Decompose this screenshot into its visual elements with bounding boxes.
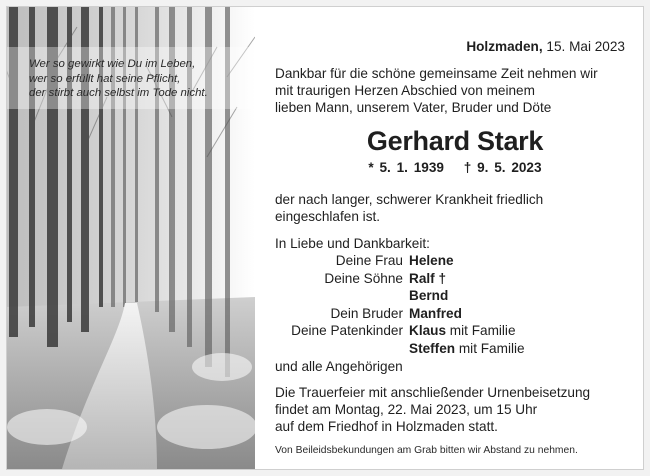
death-date: † 9. 5. 2023 xyxy=(463,160,542,175)
deceased-name: Gerhard Stark xyxy=(366,126,544,156)
relation: Deine Patenkinder xyxy=(291,323,403,339)
condolence-note: Von Beileidsbekundungen am Grab bitten wir Abstand zu nehmen. xyxy=(275,445,578,456)
poem-line: wer so erfüllt hat seine Pflicht, xyxy=(29,72,181,85)
birth-date: * 5. 1. 1939 xyxy=(368,160,444,175)
mourner-name: Steffen xyxy=(409,340,456,356)
mourner-row xyxy=(275,270,635,288)
mourner-name: Bernd xyxy=(409,288,449,304)
passing-line: eingeschlafen ist. xyxy=(275,209,381,225)
mourner-suffix: mit Familie xyxy=(446,323,516,339)
relation: Dein Bruder xyxy=(330,305,403,321)
forest-path-photo xyxy=(7,7,255,469)
mourner-row xyxy=(275,252,635,270)
thanks-line: In Liebe und Dankbarkeit: xyxy=(275,236,430,251)
intro-line: Dankbar für die schöne gemeinsame Zeit nehmen wir xyxy=(275,66,598,81)
relation: Deine Söhne xyxy=(324,270,403,286)
passing-paragraph xyxy=(275,191,635,225)
service-line: Die Trauerfeier mit anschließender Urnenbeisetzung xyxy=(275,385,591,400)
mourner-suffix: mit Familie xyxy=(455,340,525,356)
place: Holzmaden, xyxy=(466,39,543,54)
poem-line: der stirbt auch selbst im Tode nicht. xyxy=(29,87,208,99)
mourner-name: Klaus xyxy=(409,323,447,339)
mourner-row xyxy=(275,322,635,340)
intro-line: lieben Mann, unserem Vater, Bruder und Döte xyxy=(275,100,552,116)
obituary-card xyxy=(6,6,644,470)
intro-line: mit traurigen Herzen Abschied von meinem xyxy=(275,83,535,99)
mourner-row xyxy=(275,287,635,305)
intro-paragraph xyxy=(275,65,635,117)
relation: Deine Frau xyxy=(335,253,403,268)
mourner-name: Manfred xyxy=(409,305,462,321)
mourner-name: Ralf † xyxy=(409,270,447,286)
other-relatives: und alle Angehörigen xyxy=(275,359,403,374)
poem-line: Wer so gewirkt wie Du im Leben, xyxy=(29,58,196,70)
mourner-name: Helene xyxy=(409,253,454,268)
mourner-row xyxy=(275,340,635,358)
service-line: auf dem Friedhof in Holzmaden statt. xyxy=(275,419,498,435)
place-and-date xyxy=(466,38,625,55)
service-line: findet am Montag, 22. Mai 2023, um 15 Uhr xyxy=(275,402,538,418)
poem xyxy=(29,57,259,101)
mourners-list xyxy=(275,252,635,358)
life-dates xyxy=(275,159,635,176)
date: 15. Mai 2023 xyxy=(546,39,625,54)
passing-line: der nach langer, schwerer Krankheit friedlich xyxy=(275,192,544,207)
funeral-service-paragraph xyxy=(275,384,635,436)
mourner-row xyxy=(275,305,635,323)
